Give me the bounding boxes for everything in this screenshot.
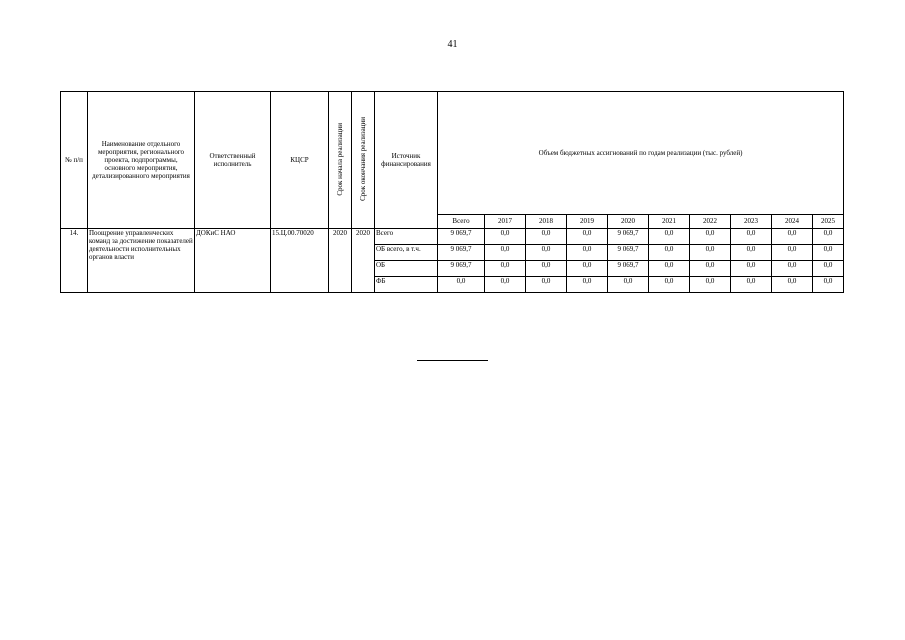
value-cell: 0,0	[485, 277, 526, 293]
year-header: 2018	[526, 215, 567, 229]
record-responsible: ДОКиС НАО	[195, 229, 271, 293]
record-name: Поощрение управленческих команд за достижение показателей деятельности исполнительных органов власти	[88, 229, 195, 293]
value-cell: 9 069,7	[608, 261, 649, 277]
header-start	[329, 92, 352, 229]
value-cell: 0,0	[772, 229, 813, 245]
value-cell: 0,0	[731, 261, 772, 277]
year-header: Всего	[438, 215, 485, 229]
value-cell: 9 069,7	[608, 245, 649, 261]
value-cell: 0,0	[690, 245, 731, 261]
value-cell: 0,0	[567, 245, 608, 261]
header-name: Наименование отдельного мероприятия, регионального проекта, подпрограммы, основного мероприятия, детализированного мероприятия	[88, 92, 195, 229]
year-header: 2020	[608, 215, 649, 229]
value-cell: 0,0	[813, 245, 844, 261]
value-cell: 0,0	[690, 261, 731, 277]
value-cell: 9 069,7	[438, 261, 485, 277]
value-cell: 0,0	[526, 229, 567, 245]
value-cell: 9 069,7	[608, 229, 649, 245]
value-cell: 0,0	[731, 245, 772, 261]
value-cell: 0,0	[567, 229, 608, 245]
value-cell: 0,0	[438, 277, 485, 293]
header-kcsr: КЦСР	[271, 92, 329, 229]
value-cell: 0,0	[813, 277, 844, 293]
source-cell: ФБ	[375, 277, 438, 293]
record-num: 14.	[61, 229, 88, 293]
value-cell: 0,0	[772, 277, 813, 293]
year-header: 2021	[649, 215, 690, 229]
value-cell: 0,0	[526, 245, 567, 261]
year-header: 2022	[690, 215, 731, 229]
value-cell: 0,0	[772, 261, 813, 277]
value-cell: 0,0	[485, 261, 526, 277]
value-cell: 0,0	[649, 245, 690, 261]
budget-table	[60, 91, 844, 293]
page-number: 41	[447, 39, 458, 50]
value-cell: 0,0	[567, 261, 608, 277]
value-cell: 0,0	[649, 277, 690, 293]
value-cell: 0,0	[485, 245, 526, 261]
value-cell: 0,0	[485, 229, 526, 245]
value-cell: 0,0	[731, 277, 772, 293]
value-cell: 0,0	[813, 261, 844, 277]
source-cell: ОБ всего, в т.ч.	[375, 245, 438, 261]
header-end-text: Срок окончания реализации	[358, 117, 367, 201]
value-cell: 0,0	[526, 261, 567, 277]
value-cell: 0,0	[813, 229, 844, 245]
value-cell: 0,0	[649, 261, 690, 277]
year-header: 2023	[731, 215, 772, 229]
header-num: № п/п	[61, 92, 88, 229]
table-row	[61, 229, 844, 245]
record-end: 2020	[352, 229, 375, 293]
header-start-text: Срок начала реализации	[335, 122, 344, 196]
value-cell: 0,0	[731, 229, 772, 245]
source-cell: Всего	[375, 229, 438, 245]
year-header: 2019	[567, 215, 608, 229]
record-start: 2020	[329, 229, 352, 293]
value-cell: 0,0	[690, 277, 731, 293]
year-header: 2025	[813, 215, 844, 229]
value-cell: 0,0	[567, 277, 608, 293]
header-source: Источник финансирования	[375, 92, 438, 229]
record-kcsr: 15.Ц.00.70020	[271, 229, 329, 293]
header-responsible: Ответственный исполнитель	[195, 92, 271, 229]
value-cell: 0,0	[526, 277, 567, 293]
year-header: 2024	[772, 215, 813, 229]
header-volume: Объем бюджетных ассигнований по годам реализации (тыс. рублей)	[438, 92, 844, 215]
value-cell: 9 069,7	[438, 245, 485, 261]
value-cell: 9 069,7	[438, 229, 485, 245]
header-row	[61, 92, 844, 215]
value-cell: 0,0	[608, 277, 649, 293]
source-cell: ОБ	[375, 261, 438, 277]
value-cell: 0,0	[690, 229, 731, 245]
value-cell: 0,0	[772, 245, 813, 261]
header-end	[352, 92, 375, 229]
year-header: 2017	[485, 215, 526, 229]
footer-divider	[417, 360, 488, 361]
value-cell: 0,0	[649, 229, 690, 245]
